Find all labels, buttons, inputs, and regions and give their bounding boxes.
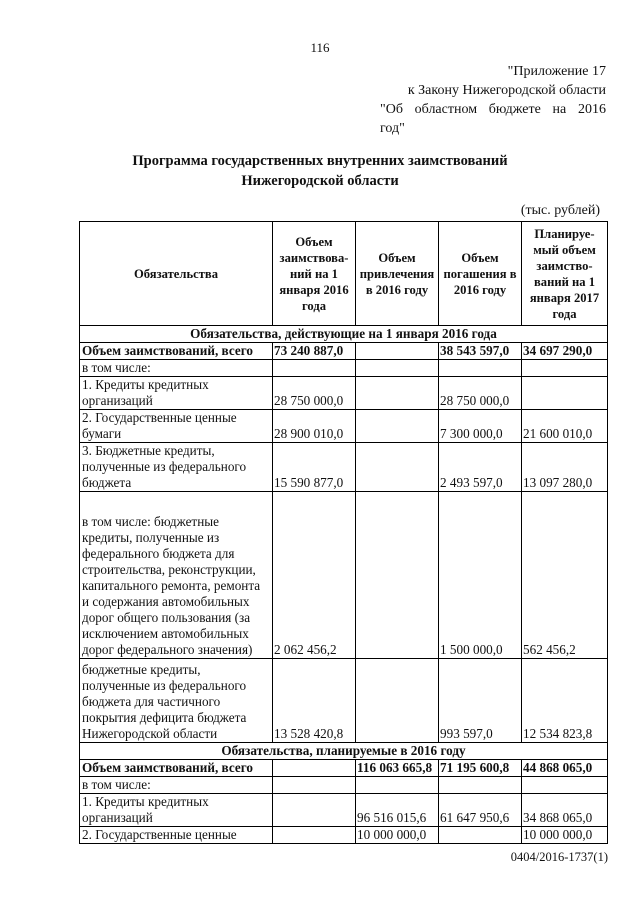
section-row: [80, 743, 608, 760]
section-title: Обязательства, действующие на 1 января 2016 года: [80, 326, 608, 343]
table-row: [80, 377, 608, 410]
row-name: 3. Бюджетные кредиты, полученные из федерального бюджета: [80, 443, 273, 492]
cell-jan-2017: 10 000 000,0: [522, 827, 608, 844]
appendix-line-4: год": [380, 121, 405, 136]
cell-jan-2017: [522, 377, 608, 410]
cell-repayment: 28 750 000,0: [439, 377, 522, 410]
cell-jan-2017: 44 868 065,0: [522, 760, 608, 777]
cell-repayment: 61 647 950,6: [439, 794, 522, 827]
cell-repayment: 7 300 000,0: [439, 410, 522, 443]
cell-jan-2017: 34 868 065,0: [522, 794, 608, 827]
row-name: бюджетные кредиты, полученные из федерального бюджета для частичного покрытия дефицита бюджета Нижегородской области: [80, 659, 273, 743]
section-row: [80, 326, 608, 343]
appendix-line-2: к Закону Нижегородской области: [407, 83, 606, 98]
cell-attraction: 96 516 015,6: [356, 794, 439, 827]
appendix-word: 2016: [577, 102, 606, 117]
table-row: [80, 443, 608, 492]
cell-jan-2016: 28 900 010,0: [273, 410, 356, 443]
row-name: Объем заимствований, всего: [80, 343, 273, 360]
empty-cell: [439, 777, 522, 794]
empty-cell: [522, 360, 608, 377]
cell-repayment: 1 500 000,0: [439, 492, 522, 659]
cell-jan-2017: 13 097 280,0: [522, 443, 608, 492]
empty-cell: [356, 360, 439, 377]
appendix-line-3: [380, 100, 606, 119]
empty-cell: [273, 360, 356, 377]
cell-attraction: [356, 659, 439, 743]
cell-attraction: 10 000 000,0: [356, 827, 439, 844]
cell-jan-2016: [273, 827, 356, 844]
table-row: [80, 360, 608, 377]
cell-attraction: [356, 443, 439, 492]
cell-jan-2016: 73 240 887,0: [273, 343, 356, 360]
empty-cell: [522, 777, 608, 794]
row-name: в том числе: бюджетные кредиты, полученные из федерального бюджета для строительства, реконструкции, капитального ремонта, ремонта и содержания автомобильных дорог общего пользования (за исключением автомобильных дорог федерального значения): [80, 492, 273, 659]
cell-repayment: 2 493 597,0: [439, 443, 522, 492]
header-attraction-2016: Объем привлечения в 2016 году: [356, 222, 439, 326]
cell-attraction: [356, 343, 439, 360]
table-row: [80, 794, 608, 827]
table-row: [80, 410, 608, 443]
page-number: 116: [310, 40, 330, 55]
cell-jan-2017: 562 456,2: [522, 492, 608, 659]
cell-jan-2016: 2 062 456,2: [273, 492, 356, 659]
cell-jan-2017: 34 697 290,0: [522, 343, 608, 360]
row-name: в том числе:: [80, 360, 273, 377]
table-row: [80, 659, 608, 743]
empty-cell: [439, 360, 522, 377]
cell-jan-2017: 21 600 010,0: [522, 410, 608, 443]
table-header-row: [80, 222, 608, 326]
appendix-word: "Об: [380, 102, 403, 117]
cell-repayment: 71 195 600,8: [439, 760, 522, 777]
cell-attraction: [356, 377, 439, 410]
header-volume-jan-2016: Объем заимствова-ний на 1 января 2016 года: [273, 222, 356, 326]
header-planned-jan-2017: Планируе-мый объем заимство-ваний на 1 января 2017 года: [522, 222, 608, 326]
title-line-1: Программа государственных внутренних заимствований: [132, 153, 508, 169]
table-row: [80, 492, 608, 659]
table-row: [80, 827, 608, 844]
cell-jan-2016: 28 750 000,0: [273, 377, 356, 410]
header-repayment-2016: Объем погашения в 2016 году: [439, 222, 522, 326]
row-name: 1. Кредиты кредитных организаций: [80, 794, 273, 827]
title-line-2: Нижегородской области: [241, 173, 399, 189]
cell-jan-2016: [273, 794, 356, 827]
unit-note: (тыс. рублей): [520, 203, 600, 218]
cell-jan-2016: 13 528 420,8: [273, 659, 356, 743]
table-row: [80, 777, 608, 794]
appendix-word: областном: [414, 102, 478, 117]
document-title: [0, 151, 640, 191]
header-obligations: Обязательства: [80, 222, 273, 326]
borrowing-table: [79, 221, 608, 844]
cell-attraction: 116 063 665,8: [356, 760, 439, 777]
cell-repayment: [439, 827, 522, 844]
row-name: 2. Государственные ценные: [80, 827, 273, 844]
cell-repayment: 38 543 597,0: [439, 343, 522, 360]
row-name: Объем заимствований, всего: [80, 760, 273, 777]
empty-cell: [356, 777, 439, 794]
appendix-note: [380, 62, 606, 138]
appendix-word: бюджете: [488, 102, 541, 117]
cell-attraction: [356, 410, 439, 443]
document-code: 0404/2016-1737(1): [510, 850, 608, 864]
row-name: в том числе:: [80, 777, 273, 794]
cell-jan-2016: 15 590 877,0: [273, 443, 356, 492]
cell-jan-2017: 12 534 823,8: [522, 659, 608, 743]
cell-repayment: 993 597,0: [439, 659, 522, 743]
appendix-word: на: [552, 102, 567, 117]
table-row: [80, 343, 608, 360]
cell-jan-2016: [273, 760, 356, 777]
row-name: 2. Государственные ценные бумаги: [80, 410, 273, 443]
row-name: 1. Кредиты кредитных организаций: [80, 377, 273, 410]
empty-cell: [273, 777, 356, 794]
table-row: [80, 760, 608, 777]
section-title: Обязательства, планируемые в 2016 году: [80, 743, 608, 760]
cell-attraction: [356, 492, 439, 659]
appendix-line-1: "Приложение 17: [507, 64, 606, 79]
